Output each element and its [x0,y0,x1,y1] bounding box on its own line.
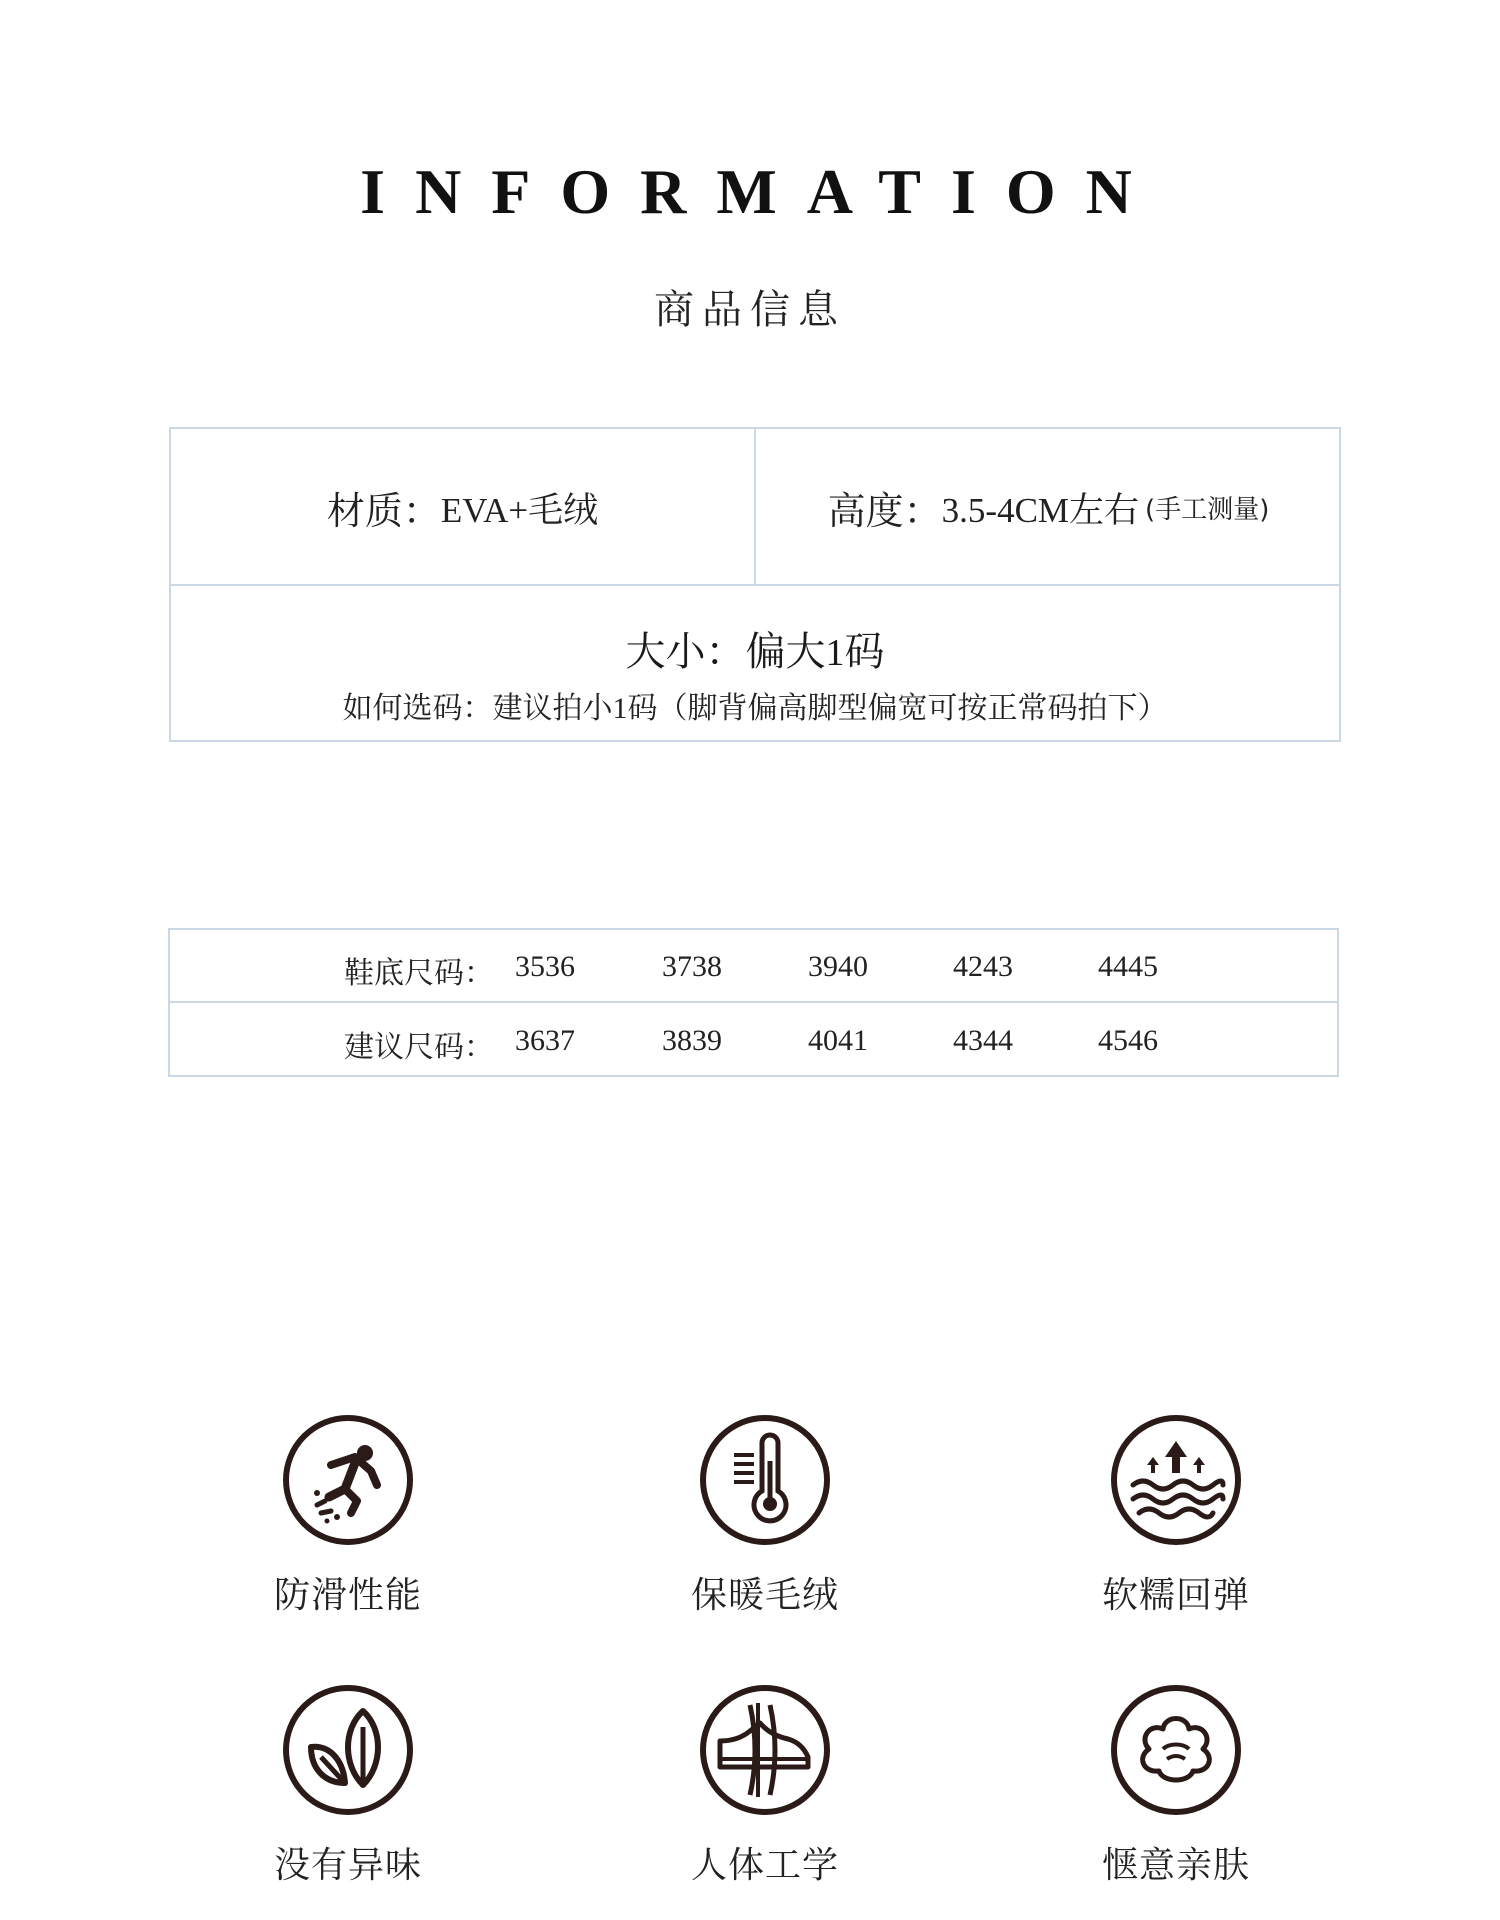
feature-label: 防滑性能 [273,1575,422,1616]
row-label: 建议尺码： [344,1030,494,1065]
size-cell: 4041 [808,1024,868,1057]
size-label: 大小： [625,629,746,675]
size-tip-a: 如何选码：建议拍小 [342,691,613,726]
feature-label: 没有异味 [273,1845,422,1886]
leaf-icon [281,1683,415,1817]
feature-label: 保暖毛绒 [690,1575,839,1616]
size-cell: 4344 [953,1024,1013,1057]
size-tip [171,683,1339,727]
size-cell: 3637 [515,1024,575,1057]
size-cell: 4243 [953,950,1013,983]
size-cell: 3839 [662,1024,722,1057]
size-tip-num: 1 [612,692,628,725]
size-value-a: 偏大 [745,629,826,675]
size-main [171,620,1339,677]
shoe-icon [698,1683,832,1817]
size-tip-b: 码（脚背偏高脚型偏宽可按正常码拍下） [627,691,1168,726]
feature-label: 软糯回弹 [1101,1575,1250,1616]
rebound-icon [1109,1413,1243,1547]
table-row [170,930,1337,1003]
feature-rebound [1046,1413,1306,1618]
page-subtitle: 商品信息 [654,287,846,333]
size-cell: 4445 [1098,950,1158,983]
row-label: 鞋底尺码： [344,956,494,991]
feature-label: 人体工学 [690,1845,839,1886]
height-cell [756,429,1341,586]
size-value-num: 1 [825,632,845,674]
info-table [169,427,1341,742]
feature-ergonomic [635,1683,895,1888]
size-info-cell [171,586,1339,742]
material-cell [171,429,756,586]
feature-no-odor [218,1683,478,1888]
size-cell: 3536 [515,950,575,983]
feature-warm-plush [635,1413,895,1618]
slip-icon [281,1413,415,1547]
feature-label: 惬意亲肤 [1101,1845,1250,1886]
height-value: 3.5-4CM左右 [941,490,1140,530]
table-row [170,1004,1337,1077]
size-cell: 4546 [1098,1024,1158,1057]
size-cell: 3738 [662,950,722,983]
thermometer-icon [698,1413,832,1547]
size-value-b: 码 [844,629,885,675]
feature-anti-slip [218,1413,478,1618]
feature-skin-friendly [1046,1683,1306,1888]
size-cell: 3940 [808,950,868,983]
cotton-icon [1109,1683,1243,1817]
size-chart-table [168,928,1339,1077]
material-label: 材质： [326,489,441,533]
height-note: (手工测量) [1145,495,1270,525]
height-label: 高度： [827,489,942,533]
page-title: INFORMATION [360,156,1162,227]
info-row-top [171,429,1339,586]
material-value: EVA+毛绒 [440,490,599,530]
